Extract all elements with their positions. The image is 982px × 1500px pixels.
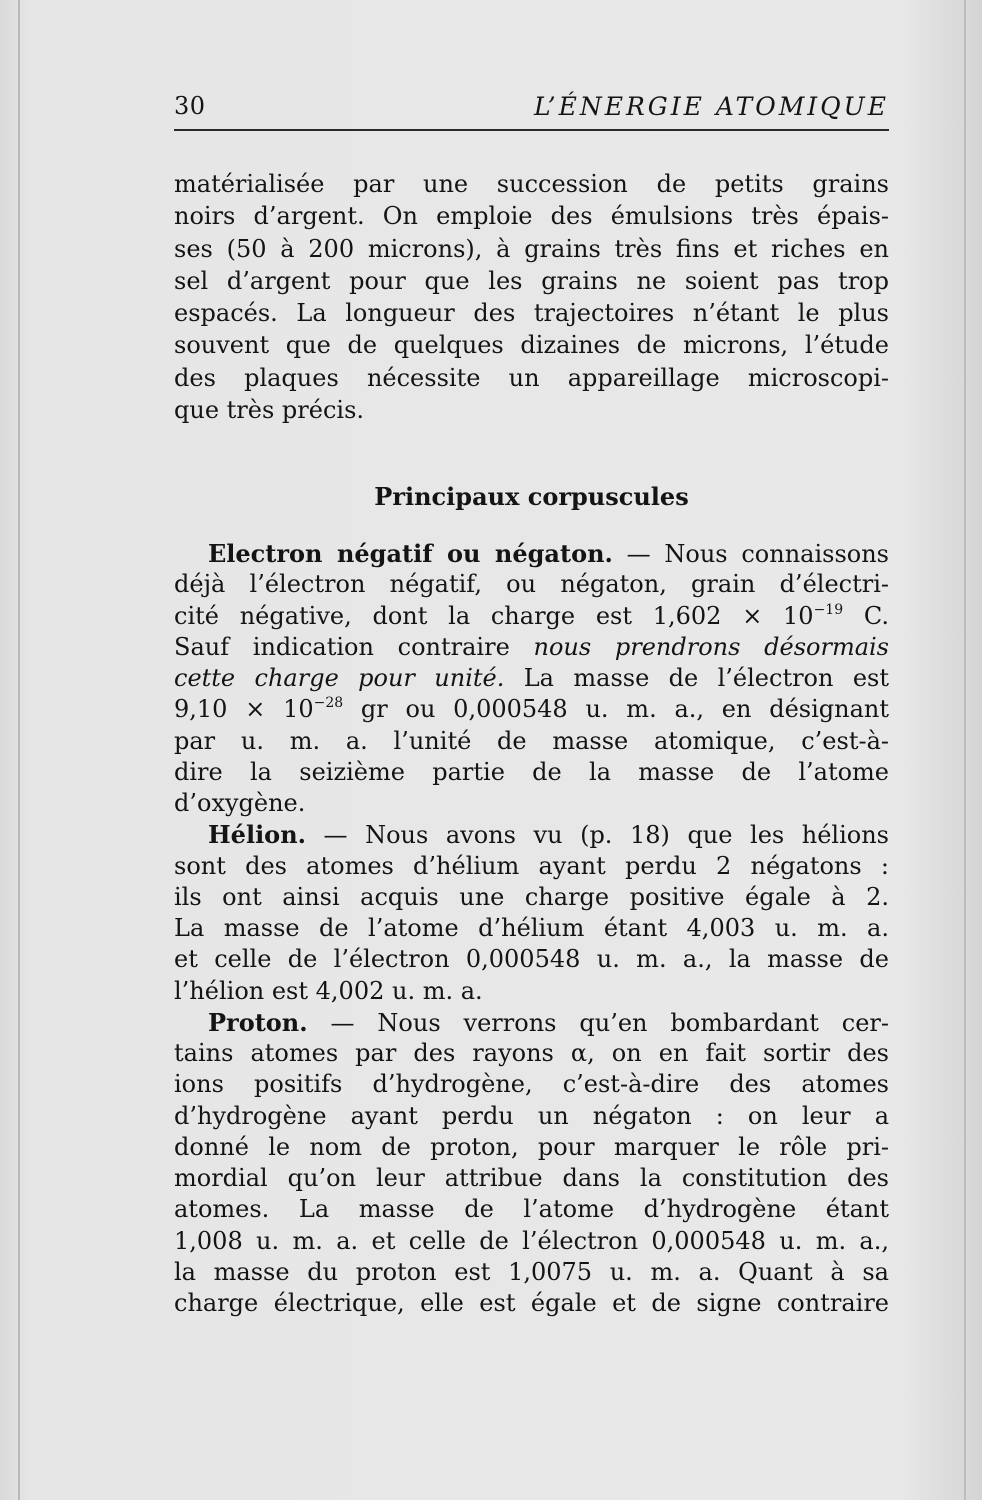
section-heading: Principaux corpuscules (374, 482, 689, 511)
text-line: d’hydrogène ayant perdu un négaton : on leur a (174, 1101, 889, 1130)
text-line (174, 663, 889, 694)
text-line: et celle de l’électron 0,000548 u. m. a., la masse de (174, 945, 889, 974)
header-rule (174, 129, 889, 131)
text-line: ses (50 à 200 microns), à grains très fins et riches en (174, 234, 889, 263)
text-line: charge électrique, elle est égale et de signe contraire (174, 1289, 889, 1317)
text-line: La masse de l’atome d’hélium étant 4,003 u. m. a. (174, 914, 889, 942)
text-fragment: cité négative, dont la charge est 1,602 × 10 (174, 601, 814, 630)
text-fragment: — Nous verrons qu’en bombardant cer- (307, 1008, 889, 1037)
text-line: dire la seizième partie de la masse de l’atome (174, 757, 889, 786)
page-edge-right (964, 0, 966, 1500)
text-fragment: 9,10 × 10 (174, 695, 314, 724)
text-fragment: Sauf indication contraire (174, 632, 534, 661)
text-line (174, 632, 889, 663)
text-line: ils ont ainsi acquis une charge positive égale à 2. (174, 882, 889, 911)
text-line: espacés. La longueur des trajectoires n’étant le plus (174, 299, 889, 328)
text-fragment: — Nous avons vu (p. 18) que les hélions (306, 821, 889, 850)
text-line: sel d’argent pour que les grains ne soient pas trop (174, 266, 889, 295)
text-line: matérialisée par une succession de petits grains (174, 170, 889, 198)
text-line: noirs d’argent. On emploie des émulsions très épais- (174, 202, 889, 231)
proton-paragraph-line (174, 1007, 889, 1038)
italic-fragment: nous prendrons désormais (533, 632, 889, 661)
italic-fragment: cette charge pour unité. (174, 664, 505, 692)
text-line: que très précis. (174, 396, 365, 425)
text-line (174, 694, 889, 725)
text-line (174, 601, 889, 632)
electron-term: Electron négatif ou négaton. (208, 539, 613, 568)
text-line: d’oxygène. (174, 789, 306, 817)
text-line: des plaques nécessite un appareillage microscopi- (174, 363, 889, 392)
text-line: sont des atomes d’hélium ayant perdu 2 négatons : (174, 851, 889, 880)
page-header (174, 92, 889, 128)
exponent: −28 (313, 695, 344, 712)
text-fragment: gr ou 0,000548 u. m. a., en désignant (343, 695, 889, 724)
corpuscles-text (174, 538, 889, 1319)
page-edge-left (18, 0, 20, 1500)
text-line: la masse du proton est 1,0075 u. m. a. Quant à sa (174, 1257, 889, 1286)
intro-paragraph (174, 168, 889, 426)
helion-term: Hélion. (208, 820, 306, 850)
text-fragment: La masse de l’électron est (504, 664, 890, 692)
text-line: l’hélion est 4,002 u. m. a. (174, 976, 483, 1005)
text-line: souvent que de quelques dizaines de microns, l’étude (174, 331, 889, 360)
text-line: déjà l’électron négatif, ou négaton, grain d’électri- (174, 570, 889, 599)
helion-paragraph-line (174, 819, 889, 850)
text-line: 1,008 u. m. a. et celle de l’électron 0,000548 u. m. a., (174, 1226, 889, 1255)
proton-term: Proton. (208, 1007, 308, 1037)
text-line: atomes. La masse de l’atome d’hydrogène étant (174, 1195, 889, 1224)
text-line: donné le nom de proton, pour marquer le rôle pri- (174, 1132, 889, 1161)
text-line: par u. m. a. l’unité de masse atomique, c’est-à- (174, 726, 889, 755)
text-line: mordial qu’on leur attribue dans la constitution des (174, 1164, 889, 1192)
electron-paragraph-line (174, 538, 889, 569)
text-fragment: C. (843, 601, 889, 630)
exponent: −19 (813, 601, 844, 618)
text-line: ions positifs d’hydrogène, c’est-à-dire des atomes (174, 1070, 889, 1099)
text-line: tains atomes par des rayons α, on en fait sortir des (174, 1039, 889, 1067)
running-title: L’ÉNERGIE ATOMIQUE (534, 92, 889, 121)
page-number: 30 (174, 92, 206, 120)
text-fragment: — Nous connaissons (626, 540, 889, 568)
